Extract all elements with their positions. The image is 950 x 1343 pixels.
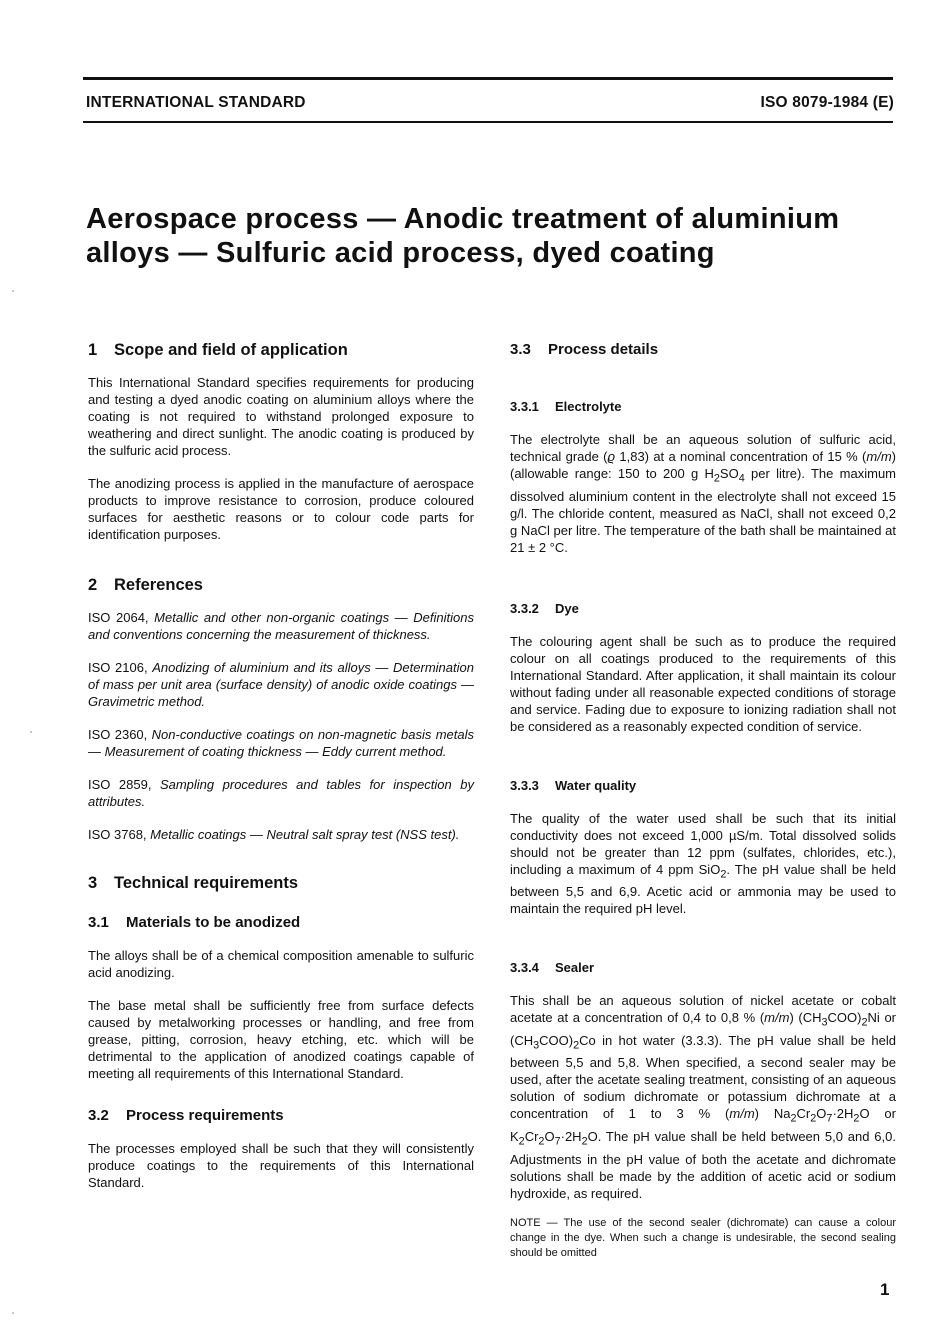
section-1-heading: [88, 340, 474, 360]
page-number: 1: [880, 1280, 890, 1299]
section-3-3-2-paragraph: The colouring agent shall be such as to produce the required colour on all coatings produced to the requirements of this International Standard. After application, it shall maintain its colour without fading under all reasonable expected conditions of storage and service. Fading due to exposure to ionizing radiation shall not be considered as a reasonably expected condition of service.: [510, 633, 896, 734]
section-3-3-4-heading: [510, 959, 896, 977]
subscript: 2: [861, 1016, 868, 1029]
subscript: 3: [533, 1039, 540, 1052]
section-3-3-heading: [510, 340, 896, 360]
section-number: 3.3.3: [510, 777, 539, 793]
subscript: 2: [720, 868, 727, 881]
section-1-paragraph-2: The anodizing process is applied in the manufacture of aerospace products to improve resistance to corrosion, produce coloured surfaces for aesthetic reasons or to colour code parts for identification purposes.: [88, 476, 474, 542]
text-run: 1,83) at a nominal concentration of 15 % (: [615, 449, 867, 464]
reference-title: Anodizing of aluminium and its alloys — Determination of mass per unit area (surface density) of anodic oxide coatings — Gravimetric method.: [88, 660, 474, 709]
section-title: Electrolyte: [555, 399, 622, 414]
section-number: 3.3: [510, 341, 531, 358]
subscript: 2: [790, 1112, 797, 1125]
section-number: 3.1: [88, 914, 109, 931]
section-2-heading: [88, 575, 474, 595]
subscript: 2: [538, 1135, 545, 1148]
section-title: Process requirements: [126, 1107, 284, 1124]
reference-item: [88, 776, 474, 810]
reference-id: ISO 2106,: [88, 660, 148, 675]
text-run: O or K: [510, 1106, 896, 1144]
section-title: Process details: [548, 341, 659, 358]
section-number: 3.3.2: [510, 600, 539, 616]
reference-id: ISO 2859,: [88, 777, 152, 792]
text-run: COO): [827, 1010, 862, 1026]
header-standard-number: ISO 8079-1984 (E): [760, 94, 894, 111]
reference-item: [88, 609, 474, 643]
title-line-2: alloys — Sulfuric acid process, dyed coating: [86, 237, 715, 269]
subscript: 4: [738, 472, 745, 485]
text-run: O: [544, 1128, 555, 1144]
text-run: m/m: [866, 449, 892, 464]
section-title: Scope and field of application: [114, 341, 348, 359]
text-run: ·2H: [832, 1106, 854, 1122]
text-run: m/m: [764, 1010, 790, 1026]
section-title: Technical requirements: [114, 874, 299, 892]
section-1-paragraph-1: This International Standard specifies requirements for producing and testing a dyed anodic coating on aluminium alloys where the coating is not required to withstand prolonged exposure to weathering and direct sunlight. The anodic coating is produced by the sulfuric acid process.: [88, 375, 474, 458]
section-3-3-3-heading: [510, 777, 896, 795]
subscript: 7: [826, 1112, 833, 1125]
text-run: This shall be an aqueous solution of nickel acetate or cobalt acetate at a concentration of 0,4 to 0,8 % (: [510, 993, 896, 1026]
section-3-3-3-paragraph: [510, 810, 896, 918]
header-standard-type: INTERNATIONAL STANDARD: [86, 94, 306, 111]
reference-id: ISO 2360,: [88, 727, 148, 742]
section-3-1-paragraph-1: The alloys shall be of a chemical composition amenable to sulfuric acid anodizing.: [88, 948, 474, 980]
text-run: SO: [719, 466, 739, 481]
section-title: References: [114, 576, 203, 594]
reference-title: Sampling procedures and tables for inspection by attributes.: [88, 777, 474, 809]
section-3-3-1-heading: [510, 398, 896, 416]
text-run: . The pH value shall be held between 5,5 and 6,9. Acetic acid or ammonia may be used to maintain the required pH level.: [510, 861, 896, 917]
section-number: 3.3.1: [510, 399, 539, 414]
scan-speck: [12, 1312, 14, 1314]
text-run: ) (CH: [789, 1010, 822, 1026]
text-run: Co in hot water (3.3.3). The pH value shall be held between 5,5 and 5,8. When specified, a second sealer may be used, after the acetate sealing treatment, consisting of an aqueous solution of sodium dichromate or potassium dichromate at a concentration of 1 to 3 % (: [510, 1032, 896, 1122]
section-3-2-paragraph-1: The processes employed shall be such that they will consistently produce coatings to the requirements of this International Standard.: [88, 1141, 474, 1190]
right-column: [510, 340, 896, 1261]
scan-speck: [12, 290, 14, 292]
subscript: 2: [573, 1039, 580, 1052]
section-number: 3.3.4: [510, 960, 539, 976]
section-3-1-paragraph-2: The base metal shall be sufficiently free from surface defects caused by metalworking processes or handling, and free from grease, pitting, corrosion, heavy etching, etc. which will be detrimental to the application of anodized coatings capable of meeting all requirements of this International Standard.: [88, 998, 474, 1081]
section-3-heading: [88, 873, 474, 893]
text-run: per litre). The maximum dissolved aluminium content in the electrolyte shall not exceed 15 g/l. The chloride content, measured as NaCl, shall not exceed 0,2 g NaCl per litre. The temperature of the bath shall be maintained at 21 ± 2 °C.: [510, 466, 896, 555]
subscript: 2: [853, 1112, 860, 1125]
section-number: 2: [88, 576, 98, 594]
text-run: Cr: [796, 1106, 811, 1122]
subscript: 7: [554, 1135, 561, 1148]
section-title: Water quality: [555, 777, 637, 793]
text-run: O. The pH value shall be held between 5,0 and 6,0. Adjustments in the pH value of both the acetate and dichromate solutions shall be made by the addition of acetic acid or sodium hydroxide, as required.: [510, 1128, 896, 1201]
subscript: 2: [518, 1135, 525, 1148]
left-column: [88, 340, 474, 1191]
text-run: Ni or (CH: [510, 1010, 896, 1048]
section-3-2-heading: [88, 1106, 474, 1126]
section-3-3-4-paragraph: [510, 992, 896, 1201]
reference-title: Metallic and other non-organic coatings — Definitions and conventions concerning the measurement of thickness.: [88, 610, 474, 642]
text-run: The quality of the water used shall be such that its initial conductivity does not exceed 1,000 µS/m. Total dissolved solids should not be greater than 12 ppm (sulfates, chlorides, etc.), including a maximum of 4 ppm SiO: [510, 810, 896, 877]
section-number: 3.2: [88, 1107, 109, 1124]
page-header: [86, 94, 894, 114]
section-title: Dye: [555, 600, 579, 616]
text-run: O: [816, 1106, 827, 1122]
reference-id: ISO 2064,: [88, 610, 149, 625]
reference-item: [88, 826, 474, 843]
subscript: 2: [810, 1112, 817, 1125]
section-3-1-heading: [88, 913, 474, 933]
scan-speck: [30, 731, 32, 733]
text-run: m/m: [729, 1106, 755, 1122]
section-number: 3: [88, 874, 98, 892]
reference-item: [88, 726, 474, 760]
text-run: The electrolyte shall be an aqueous solution of sulfuric acid, technical grade (: [510, 432, 896, 464]
text-run: Cr: [524, 1128, 539, 1144]
header-rule: [83, 121, 893, 123]
section-3-3-2-heading: [510, 600, 896, 618]
text-run: ·2H: [560, 1128, 582, 1144]
section-title: Materials to be anodized: [126, 914, 301, 931]
subscript: 3: [821, 1016, 828, 1029]
text-run: ) (allowable range: 150 to 200 g H: [510, 449, 896, 481]
top-rule: [83, 77, 893, 80]
subscript: 2: [713, 472, 720, 485]
text-run: COO): [539, 1032, 574, 1048]
reference-title: Non-conductive coatings on non-magnetic basis metals — Measurement of coating thickness — Eddy current method.: [88, 727, 474, 759]
section-title: Sealer: [555, 960, 595, 976]
text-run: ϱ: [607, 449, 616, 464]
document-title: [86, 202, 886, 270]
reference-id: ISO 3768,: [88, 827, 147, 842]
text-run: ) Na: [754, 1106, 791, 1122]
section-3-3-1-paragraph: [510, 431, 896, 556]
sealer-note: NOTE — The use of the second sealer (dichromate) can cause a colour change in the dye. When such a change is undesirable, the second sealing should be omitted: [510, 1216, 896, 1259]
section-number: 1: [88, 341, 98, 359]
title-line-1: Aerospace process — Anodic treatment of aluminium: [86, 203, 840, 235]
reference-title: Metallic coatings — Neutral salt spray test (NSS test).: [150, 827, 460, 842]
subscript: 2: [581, 1135, 588, 1148]
reference-item: [88, 659, 474, 710]
